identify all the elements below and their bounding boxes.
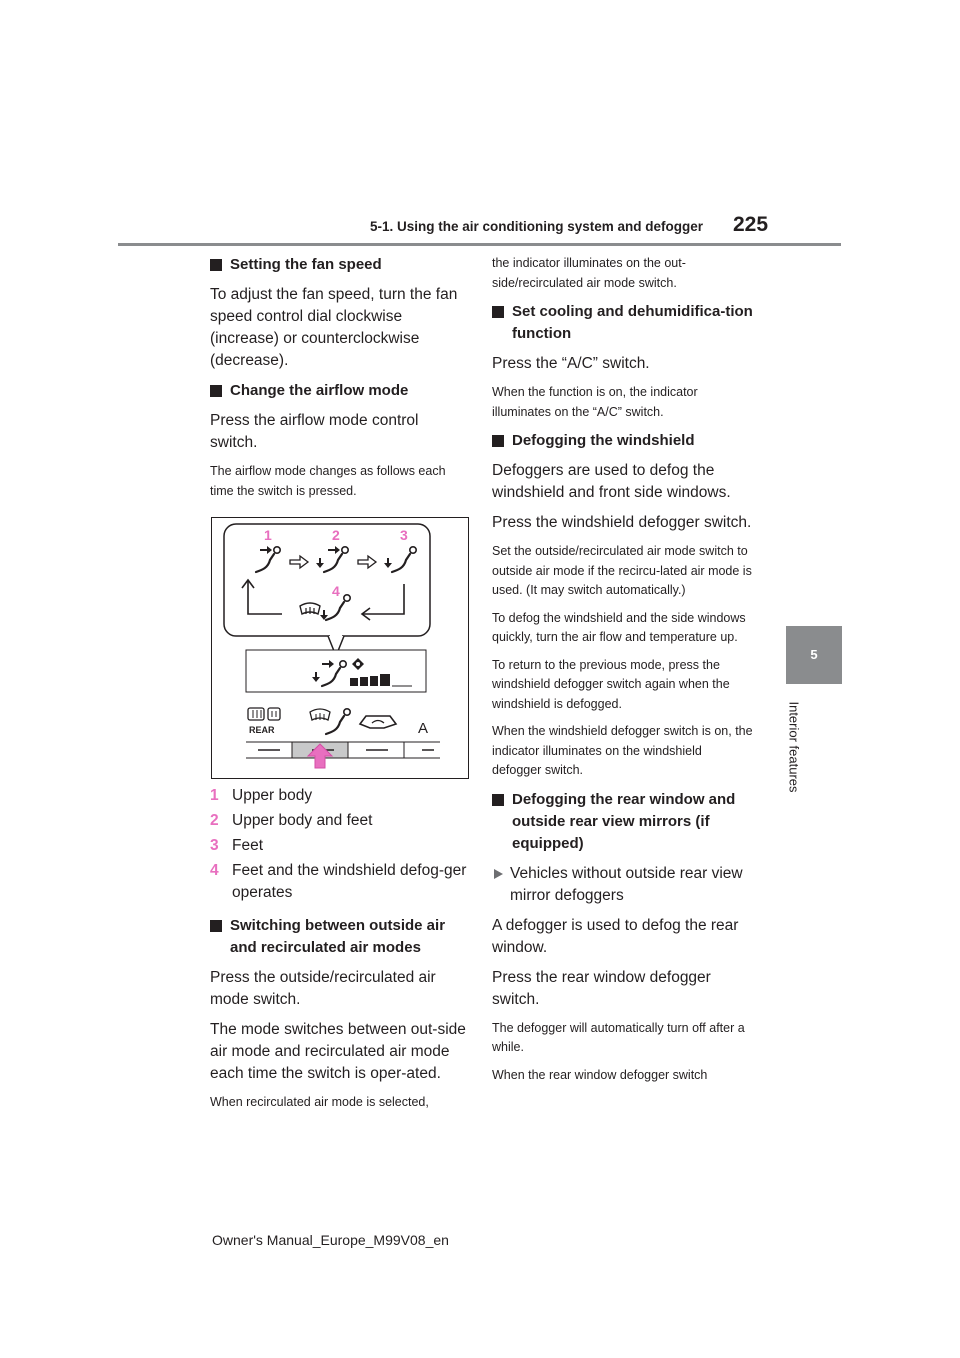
section-title: 5-1. Using the air conditioning system and defogger [370,219,704,234]
switching-note: When recirculated air mode is selected, [210,1095,429,1109]
climate-switch-row[interactable] [258,742,434,758]
mode-label-2: 2 [332,527,340,543]
rear-note-2: When the rear window defogger switch [492,1067,708,1082]
switching-note-continued: the indicator illuminates on the out-side/recirculated air mode switch. [492,256,686,290]
rear-subheading: Vehicles without outside rear view mirror defoggers [492,863,754,907]
airflow-mode-figure [211,517,469,779]
switching-text-2: The mode switches between out-side air mode and recirculated air mode each time the switch is oper-ated. [210,1021,466,1082]
fan-text: To adjust the fan speed, turn the fan speed control dial clockwise (increase) or counterclockwise (decrease). [210,286,458,369]
legend-text: Upper body and feet [232,812,373,829]
legend-item [210,785,468,807]
windshield-note-3: To return to the previous mode, press the windshield defogger switch again when the windshield is defogged. [492,657,730,711]
windshield-text-2: Press the windshield defogger switch. [492,514,752,531]
rear-text-1: A defogger is used to defog the rear window. [492,916,739,956]
legend-text: Feet and the windshield defog-ger operates [232,862,467,901]
windshield-defogger-icon [310,709,350,734]
cooling-heading: Set cooling and dehumidifica-tion function [492,301,754,345]
airflow-diagram [212,518,468,778]
legend-number: 3 [210,837,219,854]
auto-label: A [418,720,429,737]
legend-item [210,860,468,904]
rear-note-1: The defogger will automatically turn off after a while. [492,1020,745,1054]
cooling-note: When the function is on, the indicator illuminates on the “A/C” switch. [492,385,698,419]
switching-text-1: Press the outside/recirculated air mode switch. [210,969,436,1008]
rear-heading: Defogging the rear window and outside rear view mirrors (if equipped) [492,789,754,855]
chapter-label-text: Interior features [786,701,802,793]
fan-heading: Setting the fan speed [210,254,468,276]
airflow-heading: Change the airflow mode [210,380,468,402]
windshield-note-2: To defog the windshield and the side windows quickly, turn the air flow and temperature up. [492,610,746,644]
cooling-text: Press the “A/C” switch. [492,355,650,372]
mode-label-4: 4 [332,583,340,599]
switching-heading: Switching between outside air and recirculated air modes [210,915,468,959]
rear-label: REAR [249,725,275,735]
windshield-note-4: When the windshield defogger switch is on, the indicator illuminates on the windshield defogger switch. [492,724,753,777]
chapter-tab: 5 [786,626,842,684]
legend-text: Feet [232,837,264,854]
mode-label-3: 3 [400,527,408,543]
rear-defogger-icon [248,708,280,720]
mode-label-1: 1 [264,527,272,543]
legend-text: Upper body [232,787,313,804]
legend-item [210,810,468,832]
right-column [492,254,754,1093]
header-rule [118,243,841,246]
recirculation-icon [360,716,396,728]
windshield-heading: Defogging the windshield [492,430,754,452]
windshield-note-1: Set the outside/recirculated air mode switch to outside air mode if the recircu-lated air mode is used. (It may switch automatically.) [492,544,752,597]
left-column [210,254,468,1121]
legend-item [210,835,468,857]
rear-text-2: Press the rear window defogger switch. [492,968,711,1008]
legend-number: 1 [210,787,219,804]
airflow-note: The airflow mode changes as follows each time the switch is pressed. [210,464,446,498]
legend-number: 2 [210,812,219,829]
chapter-label [784,692,804,802]
airflow-text: Press the airflow mode control switch. [210,412,419,451]
footer-manual-id: Owner's Manual_Europe_M99V08_en [212,1232,449,1248]
legend-number: 4 [210,862,219,879]
page-number: 225 [733,213,769,236]
windshield-text-1: Defoggers are used to defog the windshield and front side windows. [492,462,731,501]
